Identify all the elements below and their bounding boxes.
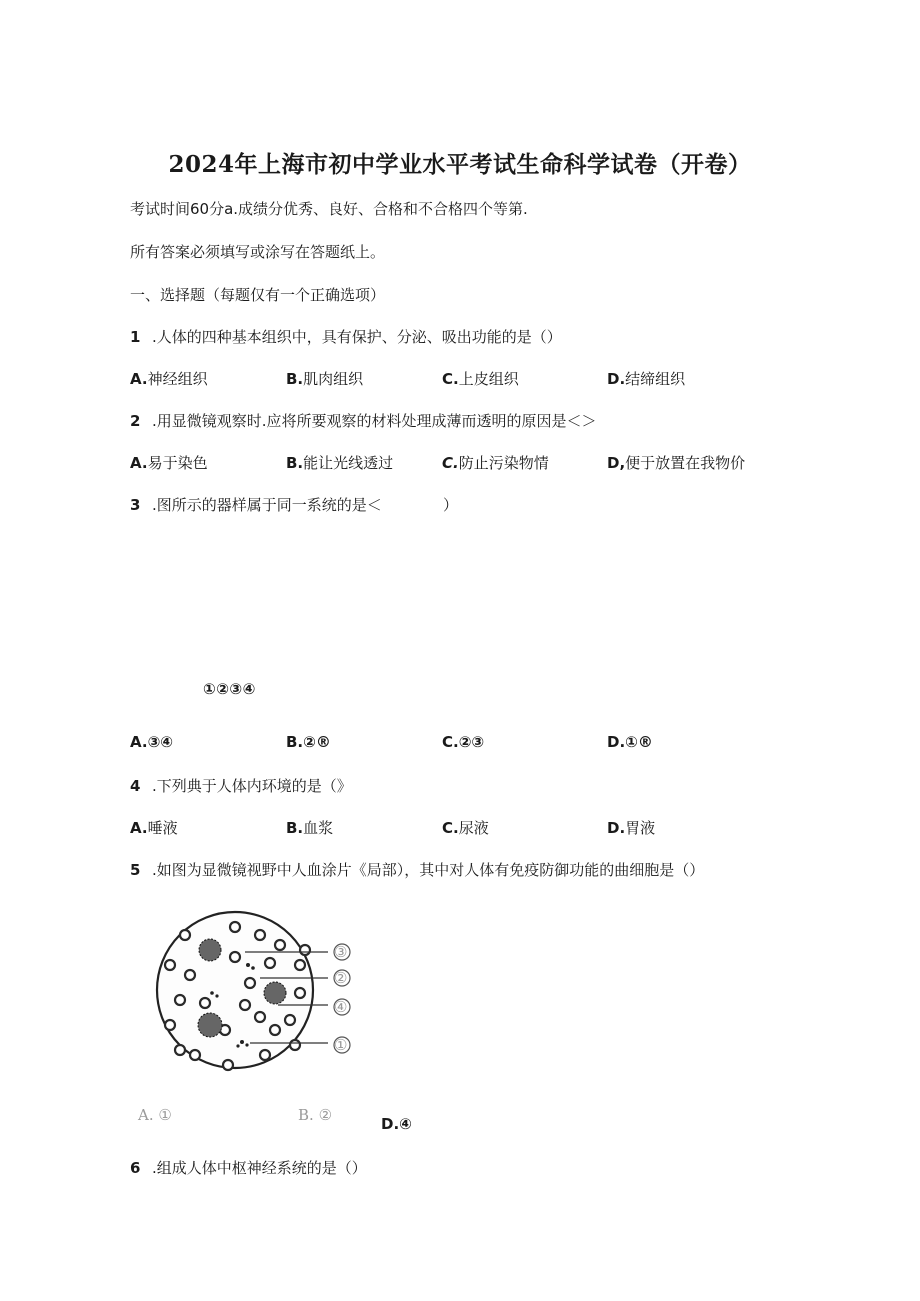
red-blood-cell	[265, 958, 275, 968]
red-blood-cell	[165, 960, 175, 970]
red-blood-cell	[245, 978, 255, 988]
q1-option-b[interactable]: B.肌肉组织	[286, 370, 364, 388]
question-text: .图所示的器样属于同一系统的是＜	[152, 496, 382, 514]
red-blood-cell	[290, 1040, 300, 1050]
q4-option-d[interactable]: D.胃液	[607, 819, 656, 837]
question-number: 6	[130, 1159, 141, 1177]
question-4	[130, 775, 352, 796]
q4-option-c[interactable]: C.尿液	[442, 819, 489, 837]
question-6	[130, 1157, 367, 1178]
question-text: .人体的四种基本组织中，具有保护、分泌、吸出功能的是（）	[152, 328, 562, 346]
red-blood-cell	[260, 1050, 270, 1060]
q2-option-d[interactable]: D,便于放置在我物价	[607, 454, 746, 472]
red-blood-cell	[295, 988, 305, 998]
figure-label-4: ④	[334, 998, 348, 1016]
question-3-close-paren: ）	[443, 496, 459, 514]
question-text: .用显微镜观察时.应将所要观察的材料处理成薄而透明的原因是＜＞	[152, 412, 597, 430]
figure-label-2: ②	[334, 969, 348, 987]
q3-option-b[interactable]: B.②®	[286, 733, 331, 751]
red-blood-cell	[180, 930, 190, 940]
q2-option-b[interactable]: B.能让光线透过	[286, 454, 394, 472]
q3-figure-labels: ①②③④	[203, 680, 256, 698]
q5-option-d[interactable]: D.④	[381, 1115, 412, 1133]
exam-note-answers: 所有答案必须填写或涂写在答题纸上。	[130, 243, 386, 261]
question-1	[130, 326, 562, 347]
q3-option-c[interactable]: C.②③	[442, 733, 485, 751]
red-blood-cell	[175, 995, 185, 1005]
question-text: .如图为显微镜视野中人血涂片《局部），其中对人体有免疫防御功能的曲细胞是（）	[152, 861, 705, 879]
red-blood-cell	[190, 1050, 200, 1060]
red-blood-cell	[230, 922, 240, 932]
red-blood-cell	[300, 945, 310, 955]
q1-option-d[interactable]: D.结缔组织	[607, 370, 686, 388]
red-blood-cell	[230, 952, 240, 962]
red-blood-cell	[165, 1020, 175, 1030]
red-blood-cell	[285, 1015, 295, 1025]
question-5	[130, 859, 704, 880]
red-blood-cell	[275, 940, 285, 950]
question-3	[130, 494, 382, 515]
red-blood-cell	[175, 1045, 185, 1055]
question-text: .下列典于人体内环境的是（》	[152, 777, 352, 795]
question-number: 5	[130, 861, 141, 879]
question-text: .组成人体中枢神经系统的是（）	[152, 1159, 367, 1177]
exam-note-time: 考试时间60分a.成绩分优秀、良好、合格和不合格四个等第.	[130, 200, 528, 218]
question-2	[130, 410, 597, 431]
blood-smear-figure	[150, 905, 365, 1085]
q4-option-a[interactable]: A.唾液	[130, 819, 178, 837]
section-heading: 一、选择题（每题仅有一个正确选项）	[130, 286, 386, 304]
figure-label-3: ③	[334, 943, 348, 961]
question-number: 2	[130, 412, 141, 430]
page-title: 2024年上海市初中学业水平考试生命科学试卷（开卷）	[168, 151, 752, 178]
q3-option-a[interactable]: A.③④	[130, 733, 173, 751]
red-blood-cell	[200, 998, 210, 1008]
question-number: 1	[130, 328, 141, 346]
red-blood-cell	[240, 1000, 250, 1010]
red-blood-cell	[295, 960, 305, 970]
q2-option-a[interactable]: A.易于染色	[130, 454, 208, 472]
red-blood-cell	[185, 970, 195, 980]
q2-option-c[interactable]: C.防止污染物情	[442, 454, 549, 472]
question-number: 4	[130, 777, 141, 795]
question-number: 3	[130, 496, 141, 514]
red-blood-cell	[270, 1025, 280, 1035]
figure-label-1: ①	[334, 1036, 348, 1054]
red-blood-cell	[255, 930, 265, 940]
q1-option-a[interactable]: A.神经组织	[130, 370, 208, 388]
red-blood-cell	[223, 1060, 233, 1070]
q4-option-b[interactable]: B.血浆	[286, 819, 334, 837]
q5-option-a[interactable]: A. ①	[138, 1106, 172, 1124]
q1-option-c[interactable]: C.上皮组织	[442, 370, 519, 388]
q3-option-d[interactable]: D.①®	[607, 733, 653, 751]
red-blood-cell	[255, 1012, 265, 1022]
q5-option-b[interactable]: B. ②	[298, 1106, 333, 1124]
